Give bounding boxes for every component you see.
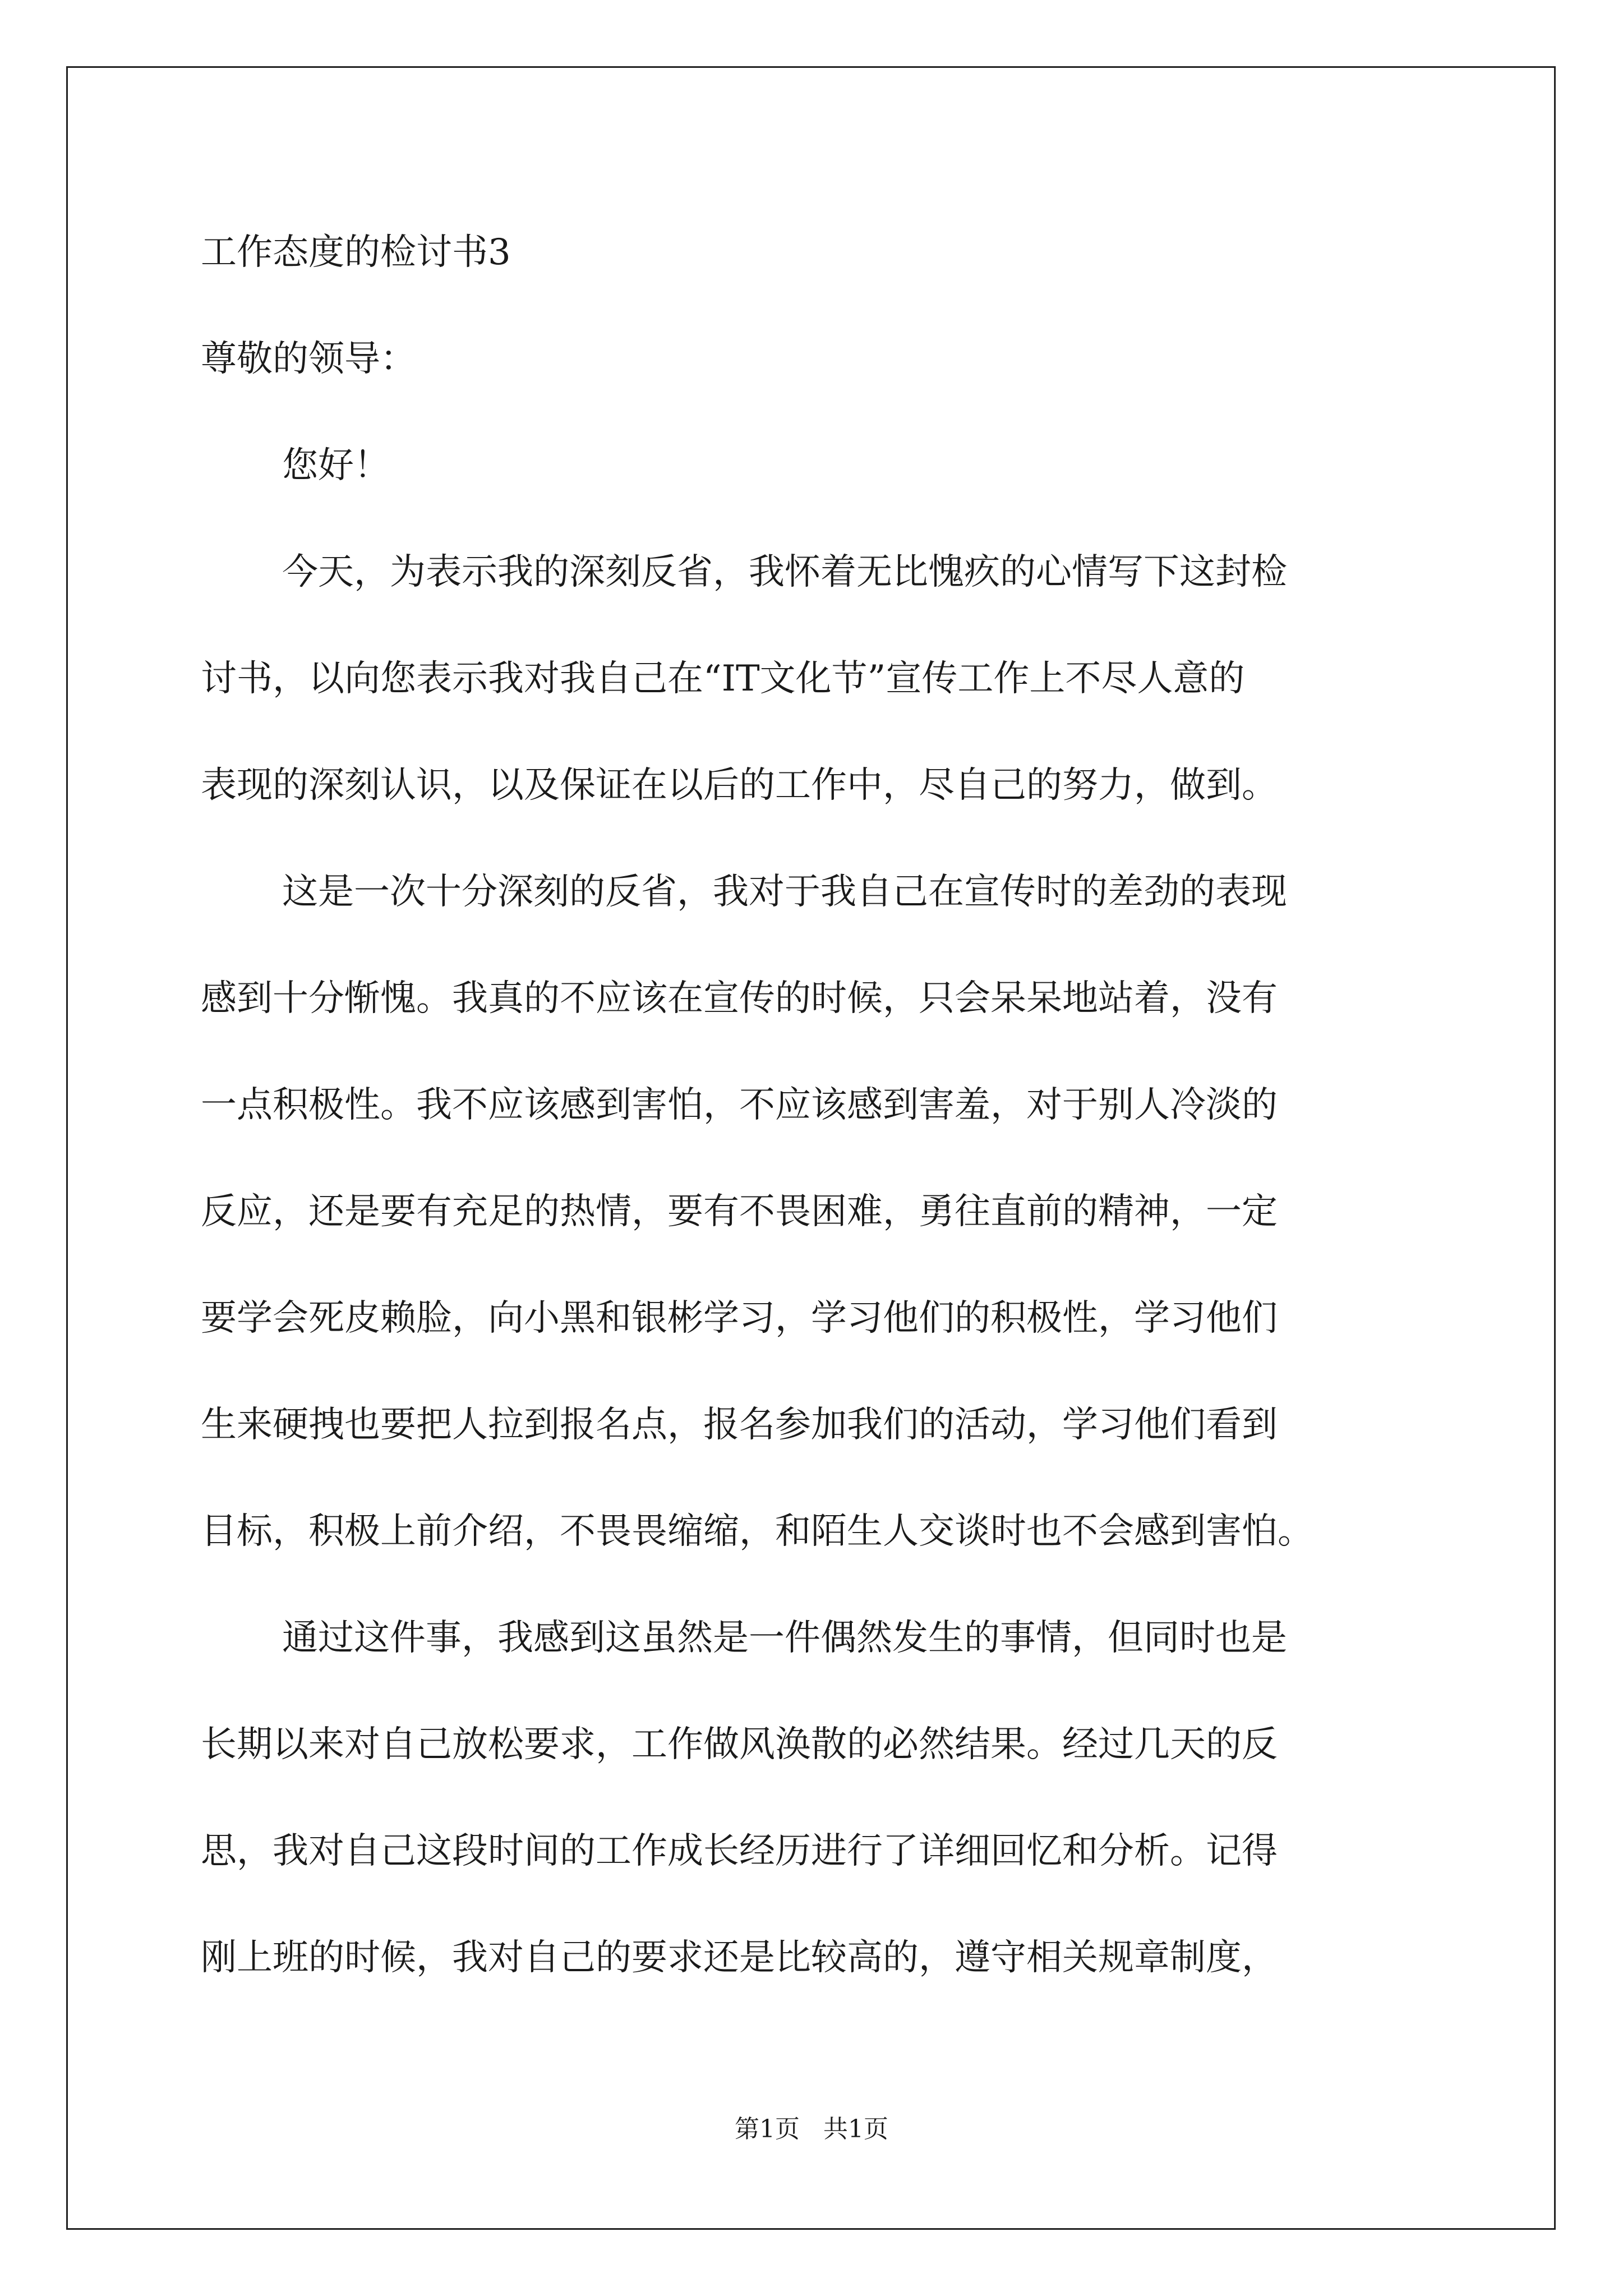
paragraph-2-line-5: 要学会死皮赖脸，向小黑和银彬学习，学习他们的积极性，学习他们 bbox=[201, 1297, 1278, 1339]
paragraph-2-line-6: 生来硬拽也要把人拉到报名点，报名参加我们的活动，学习他们看到 bbox=[201, 1404, 1278, 1446]
salutation: 尊敬的领导： bbox=[201, 338, 416, 380]
paragraph-2-line-1: 这是一次十分深刻的反省，我对于我自己在宣传时的差劲的表现 bbox=[282, 871, 1287, 913]
paragraph-2-line-2: 感到十分惭愧。我真的不应该在宣传的时候，只会呆呆地站着，没有 bbox=[201, 978, 1278, 1019]
paragraph-1-line-1: 今天，为表示我的深刻反省，我怀着无比愧疚的心情写下这封检 bbox=[282, 551, 1287, 593]
page-border bbox=[66, 66, 1556, 2230]
greeting: 您好！ bbox=[282, 445, 390, 486]
paragraph-2-line-3: 一点积极性。我不应该感到害怕，不应该感到害羞，对于别人冷淡的 bbox=[201, 1084, 1278, 1126]
paragraph-2-line-4: 反应，还是要有充足的热情，要有不畏困难，勇往直前的精神，一定 bbox=[201, 1191, 1278, 1232]
paragraph-2-line-7: 目标，积极上前介绍，不畏畏缩缩，和陌生人交谈时也不会感到害怕。 bbox=[201, 1511, 1313, 1552]
paragraph-3-line-3: 思，我对自己这段时间的工作成长经历进行了详细回忆和分析。记得 bbox=[201, 1830, 1278, 1872]
paragraph-3-line-4: 刚上班的时候，我对自己的要求还是比较高的，遵守相关规章制度， bbox=[201, 1937, 1278, 1978]
document-title: 工作态度的检讨书3 bbox=[201, 232, 511, 273]
paragraph-1-line-3: 表现的深刻认识，以及保证在以后的工作中，尽自己的努力，做到。 bbox=[201, 765, 1278, 806]
paragraph-1-line-2: 讨书，以向您表示我对我自己在“IT文化节”宣传工作上不尽人意的 bbox=[201, 658, 1245, 700]
paragraph-3-line-2: 长期以来对自己放松要求，工作做风涣散的必然结果。经过几天的反 bbox=[201, 1724, 1278, 1765]
paragraph-3-line-1: 通过这件事，我感到这虽然是一件偶然发生的事情，但同时也是 bbox=[282, 1617, 1287, 1659]
page-footer: 第1页 共1页 bbox=[735, 2115, 888, 2143]
